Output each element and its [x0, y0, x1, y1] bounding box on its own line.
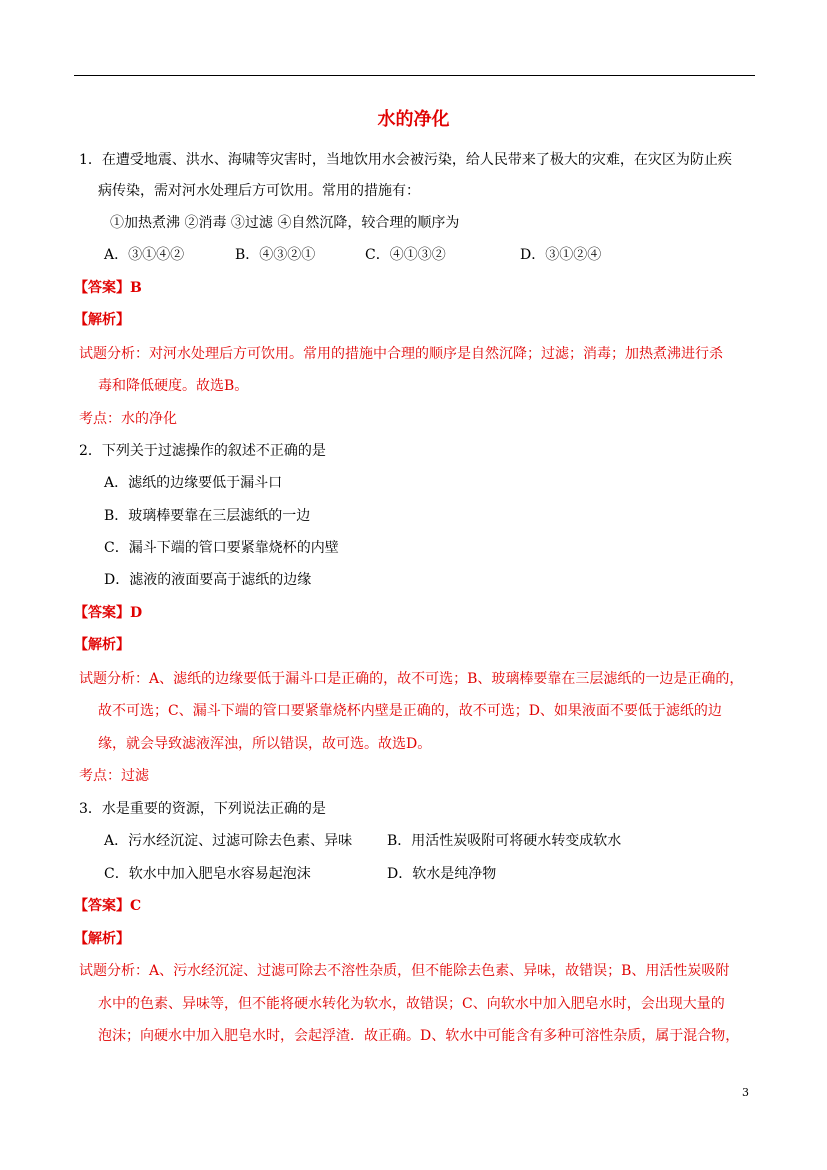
q1-point: 考点：水的净化 [79, 411, 177, 427]
q2-analysis-line3: 缘，就会导致滤液浑浊，所以错误，故可选。故选D。 [98, 736, 432, 752]
q1-analysis-line1: 试题分析：对河水处理后方可饮用。常用的措施中合理的顺序是自然沉降；过滤；消毒；加热煮沸进行杀 [79, 346, 723, 362]
q1-option-d: D．③①②④ [520, 247, 602, 263]
q1-analysis-line2: 毒和降低硬度。故选B。 [98, 378, 249, 394]
q1-option-c: C．④①③② [365, 247, 446, 263]
q3-option-a: A．污水经沉淀、过滤可除去色素、异味 [104, 833, 353, 849]
q3-answer: 【答案】C [74, 898, 142, 914]
q2-analysis-line2: 故不可选；C、漏斗下端的管口要紧靠烧杯内壁是正确的，故不可选；D、如果液面不要低于滤纸的边 [98, 703, 722, 719]
q2-answer: 【答案】D [74, 605, 143, 621]
q3-stem: 3．水是重要的资源，下列说法正确的是 [79, 801, 326, 817]
q3-analysis-line3: 泡沫；向硬水中加入肥皂水时，会起浮渣．故正确。D、软水中可能含有多种可溶性杂质，属于混合物， [98, 1028, 740, 1044]
q3-option-d: D．软水是纯净物 [387, 866, 497, 882]
q1-stem-line2: 病传染，需对河水处理后方可饮用。常用的措施有： [98, 183, 420, 199]
q1-option-b: B．④③②① [235, 247, 316, 263]
page-number: 3 [742, 1086, 749, 1099]
q2-option-a: A．滤纸的边缘要低于漏斗口 [104, 475, 283, 491]
q1-answer: 【答案】B [74, 280, 142, 296]
q3-analysis-line1: 试题分析：A、污水经沉淀、过滤可除去不溶性杂质，但不能除去色素、异味，故错误；B、用活性炭吸附 [79, 963, 730, 979]
q2-option-c: C．漏斗下端的管口要紧靠烧杯的内壁 [104, 540, 339, 556]
q3-analysis-label: 【解析】 [74, 931, 130, 947]
q3-option-b: B．用活性炭吸附可将硬水转变成软水 [387, 833, 622, 849]
q2-analysis-line1: 试题分析：A、滤纸的边缘要低于漏斗口是正确的，故不可选；B、玻璃棒要靠在三层滤纸的一边是正确的， [79, 671, 744, 687]
q2-option-d: D．滤液的液面要高于滤纸的边缘 [104, 572, 312, 588]
q2-point: 考点：过滤 [79, 768, 149, 784]
header-rule [74, 75, 755, 76]
q1-analysis-label: 【解析】 [74, 312, 130, 328]
q3-option-c: C．软水中加入肥皂水容易起泡沫 [104, 866, 311, 882]
q1-measures: ①加热煮沸 ②消毒 ③过滤 ④自然沉降，较合理的顺序为 [110, 215, 460, 231]
q2-stem: 2．下列关于过滤操作的叙述不正确的是 [79, 443, 326, 459]
q2-option-b: B．玻璃棒要靠在三层滤纸的一边 [104, 508, 311, 524]
q3-analysis-line2: 水中的色素、异味等，但不能将硬水转化为软水，故错误；C、向软水中加入肥皂水时，会出现大量的 [98, 996, 725, 1012]
page-title: 水的净化 [377, 109, 450, 130]
q1-stem-line1: 1．在遭受地震、洪水、海啸等灾害时，当地饮用水会被污染，给人民带来了极大的灾难，在灾区为防止疾 [79, 152, 732, 168]
q2-analysis-label: 【解析】 [74, 637, 130, 653]
q1-option-a: A．③①④② [104, 247, 185, 263]
